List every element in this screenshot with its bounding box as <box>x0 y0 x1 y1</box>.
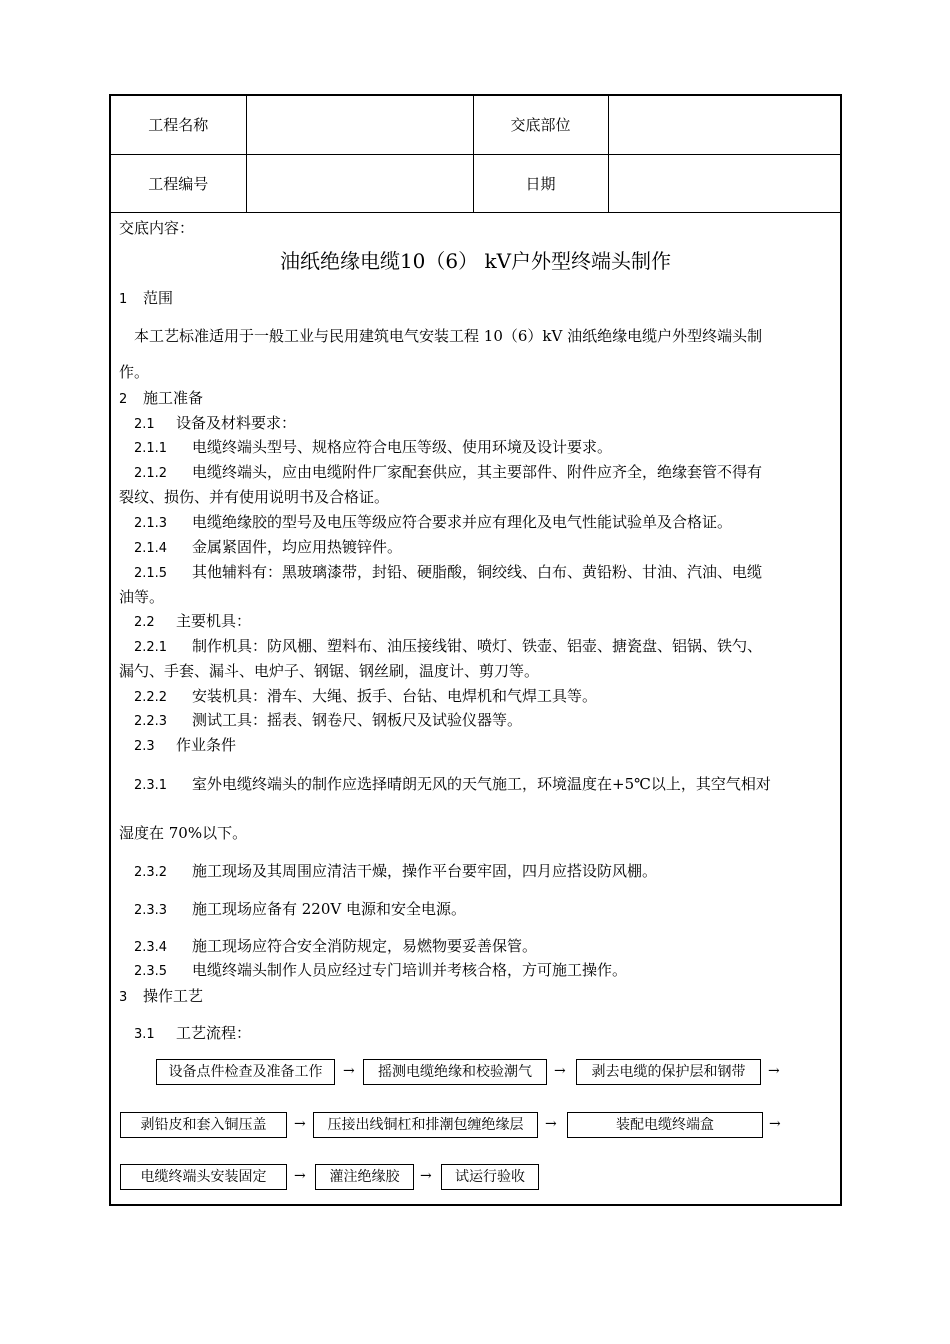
line-text: 施工现场应符合安全消防规定，易燃物要妥善保管。 <box>192 937 538 955</box>
body-line <box>134 936 537 958</box>
section-number: 2.2.1 <box>134 640 168 655</box>
line-text: 金属紧固件，均应用热镀锌件。 <box>192 538 403 556</box>
section-number: 3 <box>119 990 128 1005</box>
section-number: 2.2 <box>134 615 155 630</box>
line-text: 施工现场应备有 220V 电源和安全电源。 <box>192 900 467 918</box>
date-label: 日期 <box>473 154 608 212</box>
body-line <box>119 661 539 681</box>
body-line <box>134 710 522 732</box>
line-text: 范围 <box>143 289 174 307</box>
body-line <box>119 288 173 310</box>
section-number: 2.3 <box>134 739 155 754</box>
section-number: 2.1 <box>134 417 155 432</box>
body-line <box>134 1023 251 1045</box>
body-line <box>134 735 236 757</box>
flow-arrow: → <box>420 1168 432 1184</box>
flow-arrow: → <box>554 1063 566 1079</box>
part-value <box>608 96 840 154</box>
project-name-label: 工程名称 <box>111 96 246 154</box>
line-text: 设备及材料要求： <box>176 414 297 432</box>
body-line <box>134 686 597 708</box>
flow-step-8: 灌注绝缘胶 <box>315 1164 414 1190</box>
line-text: 安装机具：滑车、大绳、扳手、台钻、电焊机和气焊工具等。 <box>192 687 598 705</box>
body-line <box>119 487 389 507</box>
section-number: 3.1 <box>134 1027 155 1042</box>
flow-arrow: → <box>294 1168 306 1184</box>
body-line <box>134 861 657 883</box>
flow-step-4: 剥铅皮和套入铜压盖 <box>120 1112 287 1138</box>
section-number: 2.1.5 <box>134 566 168 581</box>
line-text: 电缆绝缘胶的型号及电压等级应符合要求并应有理化及电气性能试验单及合格证。 <box>192 513 733 531</box>
line-text: 工艺流程： <box>176 1024 252 1042</box>
flow-step-7: 电缆终端头安装固定 <box>120 1164 287 1190</box>
part-label: 交底部位 <box>473 96 608 154</box>
header-table <box>111 96 840 213</box>
section-number: 2.3.4 <box>134 940 168 955</box>
flow-arrow: → <box>768 1063 780 1079</box>
body-line <box>119 362 149 382</box>
body-line <box>134 611 251 633</box>
line-text: 电缆终端头制作人员应经过专门培训并考核合格，方可施工操作。 <box>192 961 628 979</box>
section-number: 2.1.2 <box>134 466 168 481</box>
section-number: 2.3.2 <box>134 865 168 880</box>
flow-arrow: → <box>769 1116 781 1132</box>
section-number: 2.3.3 <box>134 903 168 918</box>
project-no-label: 工程编号 <box>111 154 246 212</box>
section-number: 2.3.5 <box>134 964 168 979</box>
body-line <box>119 587 164 607</box>
flow-arrow: → <box>343 1063 355 1079</box>
flow-arrow: → <box>294 1116 306 1132</box>
line-text: 主要机具： <box>176 612 252 630</box>
content-label: 交底内容： <box>119 219 195 237</box>
project-no-value <box>246 154 473 212</box>
line-text: 裂纹、损伤、并有使用说明书及合格证。 <box>119 488 390 506</box>
date-value <box>608 154 840 212</box>
line-text: 油等。 <box>119 588 165 606</box>
section-number: 2.2.2 <box>134 690 168 705</box>
body-line <box>134 537 402 559</box>
line-text: 操作工艺 <box>143 987 204 1005</box>
line-text: 其他辅料有：黑玻璃漆带，封铅、硬脂酸，铜绞线、白布、黄铅粉、甘油、汽油、电缆 <box>192 563 763 581</box>
line-text: 作。 <box>119 363 150 381</box>
body-line <box>119 986 203 1008</box>
body-line <box>119 388 203 410</box>
section-number: 2.2.3 <box>134 714 168 729</box>
body-line <box>134 437 612 459</box>
body-line <box>134 960 627 982</box>
line-text: 本工艺标准适用于一般工业与民用建筑电气安装工程 10（6）kV 油纸绝缘电缆户外型终端头制 <box>134 327 763 345</box>
flow-step-2: 摇测电缆绝缘和校验潮气 <box>363 1059 547 1085</box>
line-text: 制作机具：防风棚、塑料布、油压接线钳、喷灯、铁壶、铝壶、搪瓷盘、铝锅、铁勺、 <box>192 637 763 655</box>
flow-step-1: 设备点件检查及准备工作 <box>156 1059 335 1085</box>
body-line <box>134 899 466 921</box>
body-line <box>134 512 732 534</box>
body-line <box>134 636 762 658</box>
section-number: 2.1.4 <box>134 541 168 556</box>
line-text: 测试工具：摇表、钢卷尺、钢板尺及试验仪器等。 <box>192 711 523 729</box>
body-line <box>119 823 247 843</box>
line-text: 湿度在 70%以下。 <box>119 824 248 842</box>
flow-step-6: 装配电缆终端盒 <box>567 1112 763 1138</box>
line-text: 电缆终端头型号、规格应符合电压等级、使用环境及设计要求。 <box>192 438 613 456</box>
line-text: 漏勺、手套、漏斗、电炉子、钢锯、钢丝刷，温度计、剪刀等。 <box>119 662 540 680</box>
flow-step-5: 压接出线铜杠和排潮包缠绝缘层 <box>313 1112 538 1138</box>
flow-arrow: → <box>545 1116 557 1132</box>
document-title: 油纸绝缘电缆10（6） kV户外型终端头制作 <box>279 249 672 273</box>
section-number: 2 <box>119 392 128 407</box>
line-text: 施工准备 <box>143 389 204 407</box>
flow-step-9: 试运行验收 <box>441 1164 539 1190</box>
project-name-value <box>246 96 473 154</box>
body-line <box>134 413 296 435</box>
line-text: 施工现场及其周围应清洁干燥，操作平台要牢固，四月应搭设防风棚。 <box>192 862 658 880</box>
body-line <box>134 562 762 584</box>
section-number: 1 <box>119 292 128 307</box>
section-number: 2.3.1 <box>134 778 168 793</box>
body-line <box>134 462 762 484</box>
body-line <box>134 774 771 796</box>
flow-step-3: 剥去电缆的保护层和钢带 <box>576 1059 761 1085</box>
body-line <box>134 326 762 346</box>
section-number: 2.1.1 <box>134 441 168 456</box>
line-text: 电缆终端头，应由电缆附件厂家配套供应，其主要部件、附件应齐全，绝缘套管不得有 <box>192 463 763 481</box>
line-text: 作业条件 <box>176 736 237 754</box>
section-number: 2.1.3 <box>134 516 168 531</box>
line-text: 室外电缆终端头的制作应选择晴朗无风的天气施工，环境温度在+5℃以上，其空气相对 <box>192 775 771 793</box>
